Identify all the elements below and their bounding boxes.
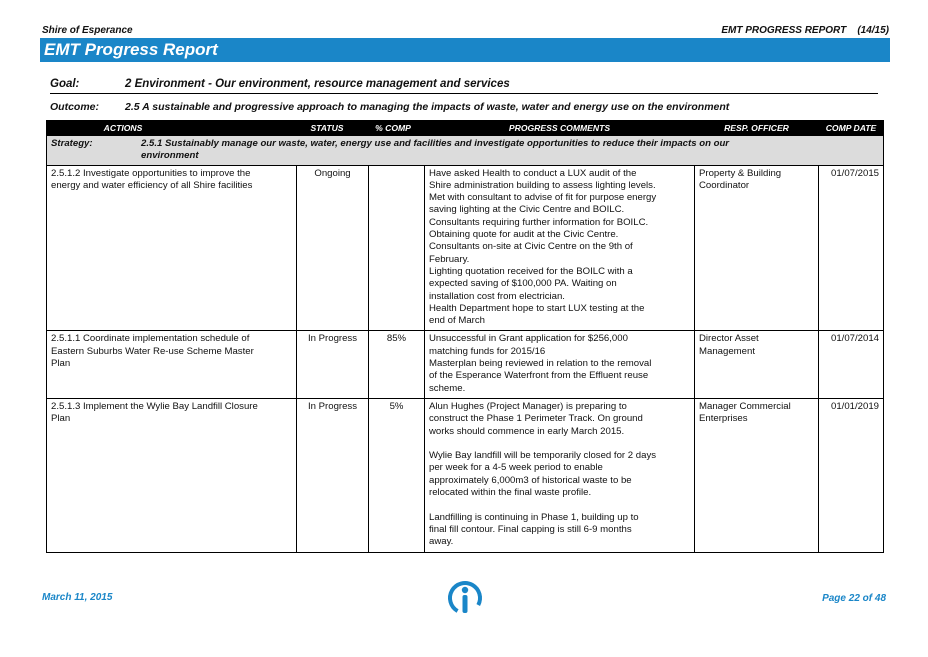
comment-line: Alun Hughes (Project Manager) is preparing to [429, 400, 627, 412]
col-header-actions: ACTIONS [47, 121, 297, 136]
status-cell: Ongoing [297, 165, 369, 331]
comment-line: matching funds for 2015/16 [429, 345, 546, 357]
action-cell [47, 398, 297, 552]
comments-cell [425, 398, 695, 552]
officer-cell [695, 398, 819, 552]
action-cell [47, 165, 297, 331]
col-header-comp: % COMP [369, 121, 425, 136]
date-cell: 01/01/2019 [819, 398, 884, 552]
strategy-text-line: environment [141, 150, 199, 162]
strategy-cell [47, 136, 884, 166]
outcome-label: Outcome: [50, 101, 100, 113]
officer-line: Manager Commercial [699, 400, 791, 412]
report-name: EMT PROGRESS REPORT [721, 25, 847, 36]
comment-line: end of March [429, 315, 485, 327]
goal-label: Goal: [50, 78, 80, 90]
comment-line: of the Esperance Waterfront from the Effluent reuse [429, 370, 649, 382]
comment-line: away. [429, 536, 454, 548]
comp-cell: 5% [369, 398, 425, 552]
footer-date: March 11, 2015 [42, 592, 113, 603]
comment-line: Met with consultant to advise of fit for purpose energy [429, 192, 657, 204]
shire-logo-icon [443, 578, 487, 618]
comment-line: Wylie Bay landfill will be temporarily closed for 2 days [429, 450, 657, 462]
comment-line: saving lighting at the Civic Centre and BOILC. [429, 204, 625, 216]
officer-cell [695, 331, 819, 398]
outcome-text: 2.5 A sustainable and progressive approach to managing the impacts of waste, water and energy use on the environment [125, 101, 730, 113]
table-row [47, 331, 884, 398]
action-line: Eastern Suburbs Water Re-use Scheme Master [51, 345, 254, 357]
col-header-officer: RESP. OFFICER [695, 121, 819, 136]
comment-line: Shire administration building to assess lighting levels. [429, 179, 656, 191]
comment-line: per week for a 4-5 week period to enable [429, 462, 603, 474]
comment-blank-line [429, 499, 690, 511]
footer-page-number: Page 22 of 48 [822, 593, 886, 604]
comment-line: Masterplan being reviewed in relation to the removal [429, 358, 652, 370]
goal-heading [50, 78, 878, 94]
comments-cell [425, 331, 695, 398]
comment-line: scheme. [429, 382, 466, 394]
action-line: Plan [51, 358, 71, 370]
officer-line: Management [699, 345, 755, 357]
comment-line: February. [429, 253, 470, 265]
comp-cell: 85% [369, 331, 425, 398]
comment-line: Have asked Health to conduct a LUX audit of the [429, 167, 637, 179]
action-line: 2.5.1.2 Investigate opportunities to improve the [51, 167, 251, 179]
comment-line: Obtaining quote for audit at the Civic Centre. [429, 229, 619, 241]
date-cell: 01/07/2015 [819, 165, 884, 331]
comment-line: final fill contour. Final capping is still 6-9 months [429, 523, 632, 535]
comment-line: relocated within the final waste profile. [429, 487, 592, 499]
strategy-text-line: 2.5.1 Sustainably manage our waste, water, energy use and facilities and investigate opportunities to reduce their impacts on our [141, 138, 730, 149]
action-line: Plan [51, 413, 71, 425]
report-section: (14/15) [857, 25, 889, 36]
officer-line: Property & Building [699, 167, 782, 179]
table-row [47, 398, 884, 552]
comments-cell [425, 165, 695, 331]
org-name: Shire of Esperance [42, 25, 133, 36]
comment-line: approximately 6,000m3 of historical waste to be [429, 474, 632, 486]
officer-line: Director Asset [699, 333, 759, 345]
report-title-right [721, 25, 889, 36]
comment-line: installation cost from electrician. [429, 290, 565, 302]
table-header-row [47, 121, 884, 136]
date-cell: 01/07/2014 [819, 331, 884, 398]
comment-line: works should commence in early March 2015. [429, 425, 625, 437]
comp-cell [369, 165, 425, 331]
comment-line: construct the Phase 1 Perimeter Track. On ground [429, 413, 643, 425]
progress-table [46, 120, 884, 553]
col-header-comments: PROGRESS COMMENTS [425, 121, 695, 136]
comment-line: Consultants on-site at Civic Centre on the 9th of [429, 241, 633, 253]
action-cell [47, 331, 297, 398]
comment-line: Health Department hope to start LUX testing at the [429, 302, 645, 314]
strategy-text [141, 138, 831, 163]
col-header-date: COMP DATE [819, 121, 884, 136]
action-line: energy and water efficiency of all Shire facilities [51, 179, 253, 191]
strategy-row [47, 136, 884, 166]
action-line: 2.5.1.1 Coordinate implementation schedule of [51, 333, 250, 345]
officer-line: Coordinator [699, 179, 750, 191]
report-banner [40, 38, 890, 62]
comment-line: expected saving of $100,000 PA. Waiting on [429, 278, 617, 290]
comment-blank-line [429, 438, 690, 450]
comment-line: Consultants requiring further information for BOILC. [429, 216, 649, 228]
col-header-status: STATUS [297, 121, 369, 136]
action-line: 2.5.1.3 Implement the Wylie Bay Landfill Closure [51, 400, 258, 412]
page-title: EMT Progress Report [44, 40, 218, 59]
table-row [47, 165, 884, 331]
strategy-label: Strategy: [51, 138, 93, 149]
officer-cell [695, 165, 819, 331]
status-cell: In Progress [297, 398, 369, 552]
status-cell: In Progress [297, 331, 369, 398]
officer-line: Enterprises [699, 413, 748, 425]
goal-text: 2 Environment - Our environment, resource management and services [125, 78, 510, 90]
comment-line: Lighting quotation received for the BOILC with a [429, 265, 633, 277]
comment-line: Unsuccessful in Grant application for $256,000 [429, 333, 628, 345]
comment-line: Landfilling is continuing in Phase 1, building up to [429, 511, 639, 523]
